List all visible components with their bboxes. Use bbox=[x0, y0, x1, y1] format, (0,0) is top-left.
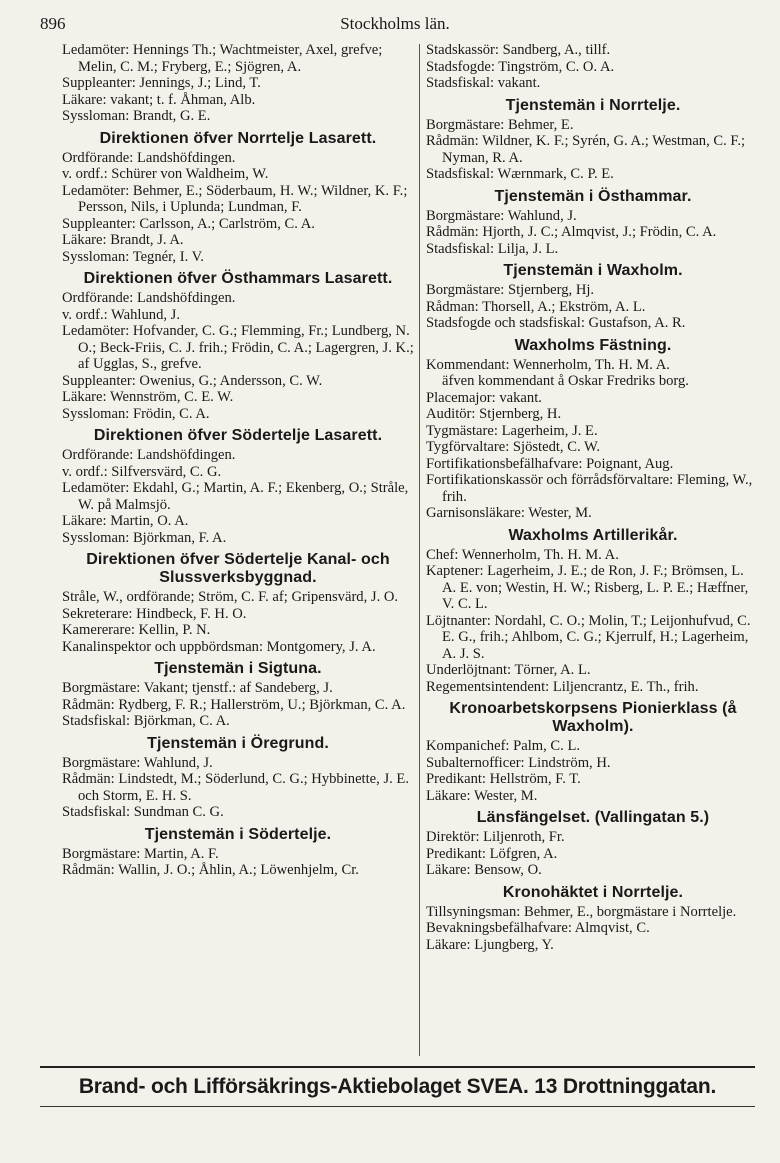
left-column bbox=[62, 42, 414, 879]
directory-entry: Stadsfiskal: Wærnmark, C. P. E. bbox=[426, 166, 614, 182]
directory-entry: Läkare: Brandt, J. A. bbox=[62, 232, 184, 248]
directory-entry: Kanalinspektor och uppbördsman: Montgomery, J. A. bbox=[62, 638, 376, 655]
directory-entry: Ordförande: Landshöfdingen. bbox=[62, 447, 236, 463]
directory-entry: Stråle, W., ordförande; Ström, C. F. af; Gripensvärd, J. O. bbox=[62, 589, 399, 605]
directory-entry: Rådmän: Wildner, K. F.; Syrén, G. A.; Westman, C. F.; Nyman, R. A. bbox=[426, 133, 746, 166]
directory-entry: Kamererare: Kellin, P. N. bbox=[62, 622, 211, 638]
directory-entry: Suppleanter: Jennings, J.; Lind, T. bbox=[62, 75, 261, 91]
section-heading: Direktionen öfver Östhammars Lasarett. bbox=[83, 270, 393, 287]
directory-entry: Stadsfiskal: Björkman, C. A. bbox=[62, 713, 230, 729]
directory-entry: Stadsfiskal: Lilja, J. L. bbox=[426, 240, 559, 257]
directory-entry: Läkare: Wester, M. bbox=[426, 787, 538, 804]
directory-entry: Kompanichef: Palm, C. L. bbox=[426, 738, 581, 754]
directory-entry: Syssloman: Brandt, G. E. bbox=[62, 108, 211, 124]
directory-entry: Stadsfiskal: vakant. bbox=[426, 75, 541, 91]
page-header bbox=[40, 14, 750, 36]
section-heading: Tjenstemän i Norrtelje. bbox=[505, 96, 681, 114]
directory-entry: Läkare: vakant; t. f. Åhman, Alb. bbox=[62, 91, 256, 108]
footer-rule-top bbox=[40, 1066, 755, 1068]
directory-entry: Syssloman: Tegnér, I. V. bbox=[62, 248, 204, 265]
directory-entry: Garnisonsläkare: Wester, M. bbox=[426, 505, 592, 521]
directory-entry: Tygmästare: Lagerheim, J. E. bbox=[426, 422, 598, 439]
directory-entry: Borgmästare: Vakant; tjenstf.: af Sandeberg, J. bbox=[62, 680, 333, 696]
section-heading: Waxholms Artillerikår. bbox=[508, 526, 678, 544]
footer-advertisement: Brand- och Lifförsäkrings-Aktiebolaget SVEA. 13 Drottninggatan. bbox=[78, 1075, 717, 1098]
directory-entry: Rådman: Thorsell, A.; Ekström, A. L. bbox=[426, 298, 646, 315]
directory-entry: Tygförvaltare: Sjöstedt, C. W. bbox=[426, 439, 601, 455]
directory-entry: Ledamöter: Behmer, E.; Söderbaum, H. W.; Wildner, K. F.; Persson, Nils, i Uplunda; Lundman, F. bbox=[62, 182, 408, 215]
entry-continuation: äfven kommendant å Oskar Fredriks borg. bbox=[442, 373, 689, 389]
directory-entry: Subalternofficer: Lindström, H. bbox=[426, 754, 611, 771]
directory-entry: Stadsfogde och stadsfiskal: Gustafson, A. R. bbox=[426, 315, 686, 331]
directory-entry: v. ordf.: Schürer von Waldheim, W. bbox=[62, 166, 269, 182]
directory-entry: Rådmän: Wallin, J. O.; Åhlin, A.; Löwenhjelm, Cr. bbox=[62, 862, 359, 878]
directory-entry: Chef: Wennerholm, Th. H. M. A. bbox=[426, 546, 619, 563]
directory-entry: Predikant: Hellström, F. T. bbox=[426, 771, 581, 787]
column-divider bbox=[419, 44, 420, 1056]
section-heading: Kronoarbetskorpsens Pionierklass (å Waxholm). bbox=[449, 700, 737, 735]
section-heading: Waxholms Fästning. bbox=[514, 336, 672, 354]
directory-entry: Ledamöter: Ekdahl, G.; Martin, A. F.; Ekenberg, O.; Stråle, W. på Malmsjö. bbox=[62, 480, 409, 513]
directory-entry: Rådmän: Hjorth, J. C.; Almqvist, J.; Frödin, C. A. bbox=[426, 224, 717, 240]
directory-entry: Direktör: Liljenroth, Fr. bbox=[426, 829, 565, 845]
directory-entry: Löjtnanter: Nordahl, C. O.; Molin, T.; Leijonhufvud, C. E. G., frih.; Ahlbom, C. G.; Kjerrulf, H.; Lagerheim, A. J. S. bbox=[426, 612, 751, 662]
directory-entry: Predikant: Löfgren, A. bbox=[426, 845, 558, 862]
section-heading: Direktionen öfver Södertelje Kanal- och Slussverksbyggnad. bbox=[86, 551, 390, 586]
directory-entry: Stadskassör: Sandberg, A., tillf. bbox=[426, 42, 611, 58]
directory-entry: Stadsfogde: Tingström, C. O. A. bbox=[426, 58, 615, 75]
directory-entry: Borgmästare: Martin, A. F. bbox=[62, 845, 219, 862]
directory-entry: Ledamöter: Hennings Th.; Wachtmeister, Axel, grefve; Melin, C. M.; Fryberg, E.; Sjögren, A. bbox=[62, 42, 383, 75]
page-title: Stockholms län. bbox=[340, 14, 450, 33]
directory-entry: Underlöjtnant: Törner, A. L. bbox=[426, 662, 591, 678]
directory-entry: Borgmästare: Stjernberg, Hj. bbox=[426, 282, 595, 298]
directory-entry: Suppleanter: Carlsson, A.; Carlström, C. A. bbox=[62, 215, 315, 232]
section-heading: Tjenstemän i Öregrund. bbox=[147, 734, 329, 752]
directory-entry: Kaptener: Lagerheim, J. E.; de Ron, J. F.; Brömsen, L. A. E. von; Westin, H. W.; Risberg, L. P. E.; Hæffner, V. C. L. bbox=[426, 563, 749, 612]
section-heading: Tjenstemän i Sigtuna. bbox=[154, 660, 322, 677]
directory-entry: Läkare: Wennström, C. E. W. bbox=[62, 389, 234, 405]
right-column bbox=[426, 42, 760, 953]
section-heading: Kronohäktet i Norrtelje. bbox=[502, 883, 684, 901]
directory-entry: Suppleanter: Owenius, G.; Andersson, C. W. bbox=[62, 372, 323, 389]
directory-entry: Läkare: Bensow, O. bbox=[426, 862, 542, 878]
section-heading: Direktionen öfver Södertelje Lasarett. bbox=[93, 427, 383, 444]
directory-entry: v. ordf.: Silfversvärd, C. G. bbox=[62, 463, 222, 480]
directory-entry: Rådmän: Rydberg, F. R.; Hallerström, U.; Björkman, C. A. bbox=[62, 696, 406, 713]
directory-entry: Bevakningsbefälhafvare: Almqvist, C. bbox=[426, 920, 650, 936]
section-heading: Tjenstemän i Östhammar. bbox=[494, 187, 692, 205]
directory-entry: Kommendant: Wennerholm, Th. H. M. A. bbox=[426, 356, 670, 373]
directory-entry: Auditör: Stjernberg, H. bbox=[426, 406, 562, 422]
directory-entry: Borgmästare: Behmer, E. bbox=[426, 116, 574, 133]
directory-entry: Fortifikationskassör och förrådsförvaltare: Fleming, W., frih. bbox=[426, 472, 753, 505]
directory-entry: Syssloman: Björkman, F. A. bbox=[62, 529, 227, 546]
directory-entry: Stadsfiskal: Sundman C. G. bbox=[62, 804, 224, 820]
directory-entry: Borgmästare: Wahlund, J. bbox=[62, 754, 213, 771]
section-heading: Länsfängelset. (Vallingatan 5.) bbox=[476, 809, 710, 826]
directory-entry: Ledamöter: Hofvander, C. G.; Flemming, Fr.; Lundberg, N. O.; Beck-Friis, C. J. frih.; Frödin, C. A.; Lagergren, J. K.; af Ugglas, S., grefve. bbox=[62, 323, 414, 372]
directory-entry: Regementsintendent: Liljencrantz, E. Th., frih. bbox=[426, 678, 699, 695]
section-heading: Tjenstemän i Södertelje. bbox=[144, 825, 332, 843]
section-heading: Tjenstemän i Waxholm. bbox=[503, 262, 683, 279]
directory-entry: Ordförande: Landshöfdingen. bbox=[62, 149, 236, 166]
directory-entry: Sekreterare: Hindbeck, F. H. O. bbox=[62, 605, 247, 622]
directory-entry: Placemajor: vakant. bbox=[426, 389, 542, 406]
directory-entry: v. ordf.: Wahlund, J. bbox=[62, 306, 180, 323]
directory-entry: Tillsyningsman: Behmer, E., borgmästare i Norrtelje. bbox=[426, 903, 737, 920]
directory-entry: Borgmästare: Wahlund, J. bbox=[426, 207, 577, 224]
directory-entry: Fortifikationsbefälhafvare: Poignant, Aug. bbox=[426, 455, 674, 472]
footer-rule-bottom bbox=[40, 1106, 755, 1107]
page-number: 896 bbox=[40, 14, 66, 33]
directory-entry: Läkare: Martin, O. A. bbox=[62, 513, 189, 529]
section-heading: Direktionen öfver Norrtelje Lasarett. bbox=[99, 129, 377, 147]
directory-entry: Rådmän: Lindstedt, M.; Söderlund, C. G.; Hybbinette, J. E. och Storm, E. H. S. bbox=[62, 771, 409, 804]
directory-entry: Läkare: Ljungberg, Y. bbox=[426, 936, 554, 953]
directory-entry: Ordförande: Landshöfdingen. bbox=[62, 290, 236, 306]
directory-entry: Syssloman: Frödin, C. A. bbox=[62, 405, 210, 422]
